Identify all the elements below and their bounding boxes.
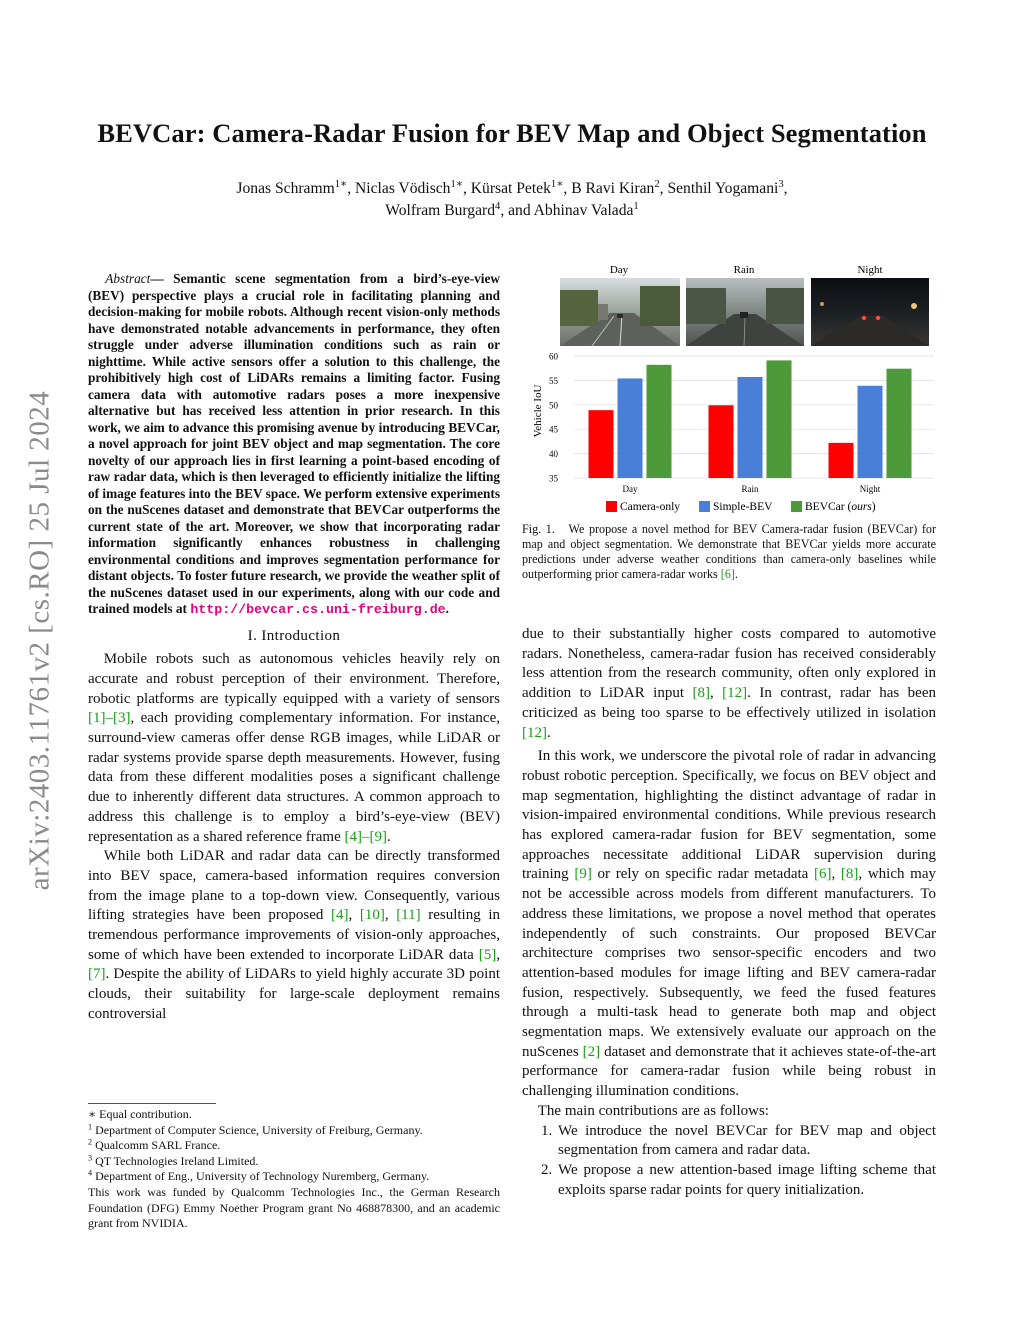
paragraph-text: . Despite the ability of LiDARs to yield highly accurate 3D point clouds, their suitability for large-scale deployment remains controversial [88, 966, 500, 1022]
x-tick-label: Rain [741, 484, 759, 494]
author-affiliation: 1∗ [334, 179, 348, 191]
paragraph-text: dataset and demonstrate that it achieves state-of-the-art performance for camera-radar fusion while being robust in challenging illumination conditions. [522, 1043, 936, 1100]
citation-link[interactable]: [6] [813, 866, 832, 883]
author-name: Jonas Schramm [236, 180, 335, 197]
y-tick-label: 40 [549, 449, 558, 460]
footnote-text: Department of Computer Science, University of Freiburg, Germany. [95, 1122, 423, 1137]
section-heading: I. Introduction [247, 627, 341, 644]
paragraph-text: , which may not be accessible across models from different manufacturers. To address these limitations, we propose a novel method that operates independently of such constraints. Our proposed BEVCar architecture comprises two sensor-specific encoders and two attention-based modules for image lifting and BEV camera-radar fusion, respectively. Subsequently, we feed the fused features through a multi-task head to generate both map and object segmentation maps. We extensively evaluate our approach on the nuScenes [522, 866, 937, 1060]
footnote-text: QT Technologies Ireland Limited. [95, 1153, 259, 1168]
paragraph-text: due to their substantially higher costs compared to automotive radars. Nonetheless, camera-radar fusion has received considerably less attention from the research community, often only explored in addition to LiDAR input [522, 626, 936, 702]
caption-prefix: Fig. 1. [522, 522, 555, 536]
list-item: 1. We introduce the novel BEVCar for BEV map and object segmentation from camera and radar data. [556, 1122, 936, 1161]
footnote [88, 1154, 500, 1170]
project-link[interactable]: http://bevcar.cs.uni-freiburg.de [190, 602, 446, 617]
right-paragraph-1: due to their substantially higher costs compared to automotive radars. Nonetheless, camera-radar fusion has received considerably less attention from the research community, often only explored in addition to LiDAR input [8], [12]. In contrast, radar has been criticized as being too sparse to be effectively utilized in isolation [12]. [522, 626, 936, 741]
citation-link[interactable]: [12] [722, 685, 748, 702]
image-label-night: Night [857, 264, 883, 276]
right-column [522, 625, 936, 1200]
contributions-list [522, 1122, 936, 1201]
bar-bevcar-day [647, 365, 672, 478]
legend-swatch-camera-only [606, 501, 617, 512]
legend-label-bevcar [805, 501, 876, 513]
y-tick-label: 35 [549, 473, 558, 484]
citation-link[interactable]: [8] [692, 685, 710, 702]
paper-title: BEVCar: Camera-Radar Fusion for BEV Map and Object Segmentation [97, 118, 927, 148]
author-name: Abhinav Valada [533, 202, 634, 219]
footnote-marker: 4 [88, 1168, 93, 1178]
footnote [88, 1169, 500, 1185]
footnote: ∗ Equal contribution. [88, 1107, 192, 1121]
author-affiliation: 2 [654, 179, 660, 191]
footnote-rule [88, 1103, 216, 1104]
author-affiliation: 1∗ [550, 179, 564, 191]
abstract-label: Abstract [105, 271, 151, 286]
paragraph-text: In this work, we underscore the pivotal role of radar in advancing robust robotic perception. Specifically, we focus on BEV object and map segmentation, highlighting the distinct advantage of radar in vision-impaired environmental conditions. While previous research has explored camera-radar fusion for BEV segmentation, some approaches necessitate additional LiDAR supervision during training [522, 748, 936, 883]
legend-label-ours: ours [851, 501, 872, 513]
chart-legend [606, 501, 876, 513]
legend-label-bevcar-text: BEVCar ( [805, 501, 852, 513]
bar-bevcar-night [887, 369, 912, 478]
abstract-text: Semantic scene segmentation from a bird’s-eye-view (BEV) perspective plays a crucial role in facilitating planning and decision-making for mobile robots. Although recent vision-only methods have demonstrated notable advancements in performance, they often struggle under adverse illumination conditions such as rain or nighttime. While active sensors offer a solution to this challenge, the prohibitively high cost of LiDARs remains a limiting factor. Fusing camera data with automotive radars poses a more inexpensive alternative but has received less attention in prior research. In this work, we aim to advance this promising avenue by introducing BEVCar, a novel approach for joint BEV object and map segmentation. The core novelty of our approach lies in first learning a point-based encoding of raw radar data, which is then leveraged to efficiently initialize the lifting of image features into the BEV space. We perform extensive experiments on the nuScenes dataset and demonstrate that BEVCar outperforms the current state of the art. Moreover, we show that incorporating radar information significantly enhances robustness in challenging environmental conditions and improves segmentation performance for distant objects. To foster future research, we provide the weather split of the nuScenes dataset used in our experiments, along with our code and trained models at [88, 271, 500, 616]
day-scene-image [560, 278, 680, 346]
legend-swatch-bevcar [791, 501, 802, 512]
footnote-marker: 3 [88, 1153, 93, 1163]
y-tick-label: 60 [549, 351, 558, 362]
y-tick-label: 50 [549, 400, 558, 411]
bar-camera-only-day [589, 410, 614, 478]
citation-link[interactable]: [12] [522, 724, 547, 741]
citation-link[interactable]: [4] [330, 907, 349, 924]
paragraph-text: While both LiDAR and radar data can be directly transformed into BEV space, camera-based information requires conversion from the image plane to a top-down view. Consequently, various lifting strategies have been proposed [88, 848, 500, 924]
author-affiliation: 3 [778, 179, 784, 191]
x-tick-label: Night [859, 484, 881, 494]
right-paragraph-3: The main contributions are as follows: [537, 1102, 769, 1119]
right-paragraph-2: In this work, we underscore the pivotal role of radar in advancing robust robotic perception. Specifically, we focus on BEV object and map segmentation, highlighting the distinct advantage of radar in vision-impaired environmental conditions. While previous research has explored camera-radar fusion for BEV segmentation, some approaches necessitate additional LiDAR supervision during training [9] or rely on specific radar metadata [6], [8], which may not be accessible across models from different manufacturers. To address these limitations, we propose a novel method that operates independently of such constraints. Our proposed BEVCar architecture comprises two sensor-specific encoders and two attention-based modules for image lifting and BEV camera-radar fusion, respectively. Subsequently, we feed the fused features through a multi-task head to generate both map and object segmentation maps. We extensively evaluate our approach on the nuScenes [2] dataset and demonstrate that it achieves state-of-the-art performance for camera-radar fusion while being robust in challenging illumination conditions. [522, 748, 937, 1100]
image-label-day: Day [609, 264, 629, 276]
footnote-marker: 1 [88, 1122, 93, 1132]
figure-1-svg [522, 258, 936, 520]
author-name: Niclas Vödisch [355, 180, 451, 197]
footnote-text: Department of Eng., University of Technology Nuremberg, Germany. [95, 1169, 430, 1184]
bar-bevcar-rain [767, 360, 792, 478]
citation-link[interactable]: [6] [720, 567, 735, 581]
paragraph-text: or rely on specific radar metadata [591, 866, 814, 883]
paragraph-text: , each providing complementary information. For instance, surround-view cameras offer dense RGB images, while LiDAR or radar systems provide sparse depth measurements. However, fusing data from these different modalities poses a significant challenge due to inherently different data structures. A common approach to address this challenge is to employ a bird’s-eye-view (BEV) representation as a shared reference frame [88, 710, 500, 845]
rain-scene-image [686, 278, 804, 346]
citation-link[interactable]: [4]–[9] [344, 828, 387, 845]
author-name: B Ravi Kiran [571, 180, 655, 197]
legend-label-camera-only: Camera-only [620, 501, 681, 513]
y-tick-label: 55 [549, 375, 558, 386]
image-label-rain: Rain [733, 264, 755, 276]
author-affiliation: 1∗ [450, 179, 463, 191]
bar-simple-bev-night [858, 386, 883, 478]
citation-link[interactable]: [1]–[3] [88, 710, 131, 727]
y-axis-label: Vehicle IoU [532, 384, 544, 438]
bar-camera-only-rain [709, 405, 734, 478]
author-name: Kürsat Petek [470, 180, 551, 197]
iou-bar-chart [532, 352, 934, 495]
paragraph-text: . In contrast, radar has been criticized as being too sparse to be effectively utilized in isolation [522, 685, 936, 721]
left-column [88, 271, 500, 1025]
arxiv-stamp [0, 330, 80, 950]
legend-label-close: ) [871, 501, 876, 513]
caption-text: We propose a novel method for BEV Camera-radar fusion (BEVCar) for map and object segmentation. We demonstrate that BEVCar yields more accurate predictions under adverse weather conditions than camera-only baselines while outperforming prior camera-radar works [522, 522, 936, 581]
intro-paragraph-2: While both LiDAR and radar data can be directly transformed into BEV space, camera-based information requires conversion from the image plane to a top-down view. Consequently, various lifting strategies have been proposed [4], [10], [11] resulting in tremendous performance improvements of vision-only approaches, some of which have been extended to incorporate LiDAR data [5], [7]. Despite the ability of LiDARs to yield highly accurate 3D point clouds, their suitability for large-scale deployment remains controversial [88, 848, 500, 1022]
night-scene-image [811, 278, 929, 346]
abstract: Abstract— Semantic scene segmentation from a bird’s-eye-view (BEV) perspective plays a crucial role in facilitating planning and decision-making for mobile robots. Although recent vision-only methods have demonstrated notable advancements in performance, they often struggle under adverse illumination conditions such as rain or nighttime. While active sensors offer a solution to this challenge, the prohibitively high cost of LiDARs remains a limiting factor. Fusing camera data with automotive radars poses a more inexpensive alternative but has received less attention in prior research. In this work, we aim to advance this promising avenue by introducing BEVCar, a novel approach for joint BEV object and map segmentation. The core novelty of our approach lies in first learning a point-based encoding of raw radar data, which is then leveraged to efficiently initialize the lifting of image features into the BEV space. We perform extensive experiments on the nuScenes dataset and demonstrate that BEVCar outperforms the current state of the art. Moreover, we show that incorporating radar information significantly enhances robustness in challenging environmental conditions and improves segmentation performance for distant objects. To foster future research, we provide the weather split of the nuScenes dataset used in our experiments, along with our code and trained models at http://bevcar.cs.uni-freiburg.de. [88, 271, 500, 617]
bar-simple-bev-rain [738, 377, 763, 478]
intro-paragraph-1: Mobile robots such as autonomous vehicles heavily rely on accurate and robust perception of their environment. Therefore, robotic platforms are typically equipped with a variety of sensors [1]–[3], each providing complementary information. For instance, surround-view cameras offer dense RGB images, while LiDAR or radar systems provide sparse depth measurements. However, fusing data from these different modalities poses a significant challenge due to inherently different data structures. A common approach to address this challenge is to employ a bird’s-eye-view (BEV) representation as a shared reference frame [4]–[9]. [88, 651, 500, 845]
author-name: Senthil Yogamani [667, 180, 779, 197]
x-tick-label: Day [622, 484, 638, 494]
y-tick-label: 45 [549, 424, 558, 435]
footnote-marker: 2 [88, 1137, 93, 1147]
paragraph-text: resulting in tremendous performance improvements of vision-only approaches, some of which have been extended to incorporate LiDAR data [88, 907, 500, 963]
arxiv-stamp-text: arXiv:2403.11761v2 [cs.RO] 25 Jul 2024 [23, 390, 56, 890]
citation-link[interactable]: [2] [582, 1043, 601, 1060]
footnote-text: Qualcomm SARL France. [95, 1138, 221, 1153]
list-item: 2. We propose a new attention-based image lifting scheme that exploits sparse radar points for query initialization. [556, 1161, 936, 1200]
legend-swatch-simple-bev [699, 501, 710, 512]
citation-link[interactable]: [8] [840, 866, 859, 883]
funding-note: This work was funded by Qualcomm Technologies Inc., the German Research Foundation (DFG) Emmy Noether Program grant No 468878300, and an academic grant from NVIDIA. [88, 1184, 500, 1231]
author-affiliation: 1 [633, 201, 639, 213]
footnote [88, 1138, 500, 1154]
bar-simple-bev-day [618, 378, 643, 478]
author-name: Wolfram Burgard [385, 202, 496, 219]
citation-link[interactable]: [11] [396, 907, 421, 924]
citation-link[interactable]: [10] [359, 907, 385, 924]
author-affiliation: 4 [495, 201, 501, 213]
figure-caption: Fig. 1. We propose a novel method for BEV Camera-radar fusion (BEVCar) for map and object segmentation. We demonstrate that BEVCar yields more accurate predictions under adverse weather conditions than camera-only baselines while outperforming prior camera-radar works [6]. [522, 522, 936, 581]
citation-link[interactable]: [9] [574, 866, 592, 883]
paragraph-text: Mobile robots such as autonomous vehicles heavily rely on accurate and robust perception of their environment. Therefore, robotic platforms are typically equipped with a variety of sensors [88, 651, 500, 707]
bar-camera-only-night [829, 443, 854, 478]
legend-label-simple-bev: Simple-BEV [713, 501, 773, 513]
footnotes [88, 1103, 500, 1232]
citation-link[interactable]: [5] [478, 946, 497, 963]
citation-link[interactable]: [7] [88, 966, 106, 983]
footnote [88, 1123, 500, 1139]
author-list: Jonas Schramm$^{1∗}$, Niclas Vödisch$^{1∗}$, Kürsat Petek$^{1∗}$, B Ravi Kiran$^2$, Senthil Yogamani$^3$, Wolfram Burgard$^4$, and Abhinav Valada$^1$ [236, 179, 788, 219]
